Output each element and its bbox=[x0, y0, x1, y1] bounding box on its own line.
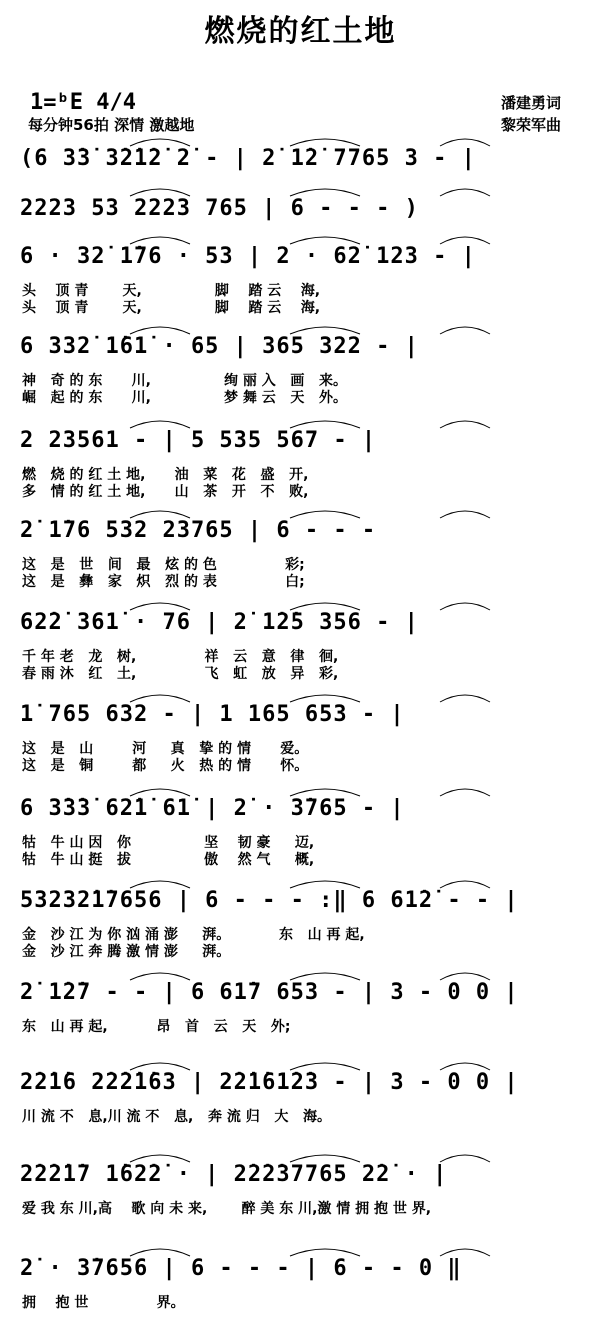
composer-credit: 黎荣军曲 bbox=[500, 116, 561, 134]
page-title: 燃烧的红土地 bbox=[204, 14, 397, 49]
slur-arc bbox=[290, 139, 360, 146]
slur-arc bbox=[440, 603, 490, 610]
slur-arc bbox=[290, 789, 360, 796]
slur-arc bbox=[290, 881, 360, 888]
lyric-row: 金 沙 江 为 你 汹 涌 澎 湃。 东 山 再 起, bbox=[22, 927, 365, 943]
lyric-row: 这 是 世 间 最 炫 的 色 彩; bbox=[22, 557, 305, 573]
slur-arc bbox=[130, 189, 190, 196]
lyric-row: 崛 起 的 东 川, 梦 舞 云 天 外。 bbox=[22, 390, 348, 406]
notation-row: 53232̇1̇7656 | 6 - - - :‖ 6 61̇2̇ - - | bbox=[20, 888, 519, 913]
lyric-row: 这 是 彝 家 炽 烈 的 表 白; bbox=[22, 574, 305, 590]
slur-arc bbox=[130, 603, 190, 610]
score-line bbox=[20, 796, 590, 876]
slur-arc bbox=[130, 139, 190, 146]
lyric-row: 牯 牛 山 因 你 坚 韧 豪 迈, bbox=[22, 835, 315, 851]
slur-arc bbox=[130, 237, 190, 244]
slur-arc bbox=[290, 695, 360, 702]
lyric-row: 爱 我 东 川,高 歌 向 未 来, 醉 美 东 川,激 情 拥 抱 世 界, bbox=[22, 1201, 432, 1217]
lyric-row: 这 是 铜 都 火 热 的 情 怀。 bbox=[22, 758, 309, 774]
lyric-row: 头 顶 青 天, 脚 踏 云 海, bbox=[22, 283, 321, 299]
score-line bbox=[20, 1256, 590, 1336]
slur-arc bbox=[440, 881, 490, 888]
slur-arc bbox=[130, 1249, 190, 1256]
slur-arc bbox=[440, 237, 490, 244]
lyric-row: 千 年 老 龙 树, 祥 云 意 律 徊, bbox=[22, 649, 339, 665]
slur-arc bbox=[130, 789, 190, 796]
lyric-row: 多 情 的 红 土 地, 山 茶 开 不 败, bbox=[22, 484, 309, 500]
slur-arc bbox=[130, 881, 190, 888]
slur-arc bbox=[440, 973, 490, 980]
slur-arc bbox=[440, 695, 490, 702]
slur-arc bbox=[130, 973, 190, 980]
lyric-row: 东 山 再 起, 昂 首 云 天 外; bbox=[22, 1019, 291, 1035]
slur-arc bbox=[440, 1155, 490, 1162]
score-line bbox=[20, 610, 590, 690]
slur-arc bbox=[130, 1155, 190, 1162]
notation-row: 2̇2̇2̇1̇7 1̇62̇2̇ · | 2̇2̇2̇37765 2̇2̇ · | bbox=[20, 1162, 448, 1187]
slur-arc bbox=[440, 1249, 490, 1256]
notation-row: 2̇ 1̇76 532 23765 | 6 - - - bbox=[20, 518, 377, 543]
notation-row: (6 3̇3̇ 3̇2̇1̇2̇ 2̇ - | 2̇ 1̇2̇ 7765 3 - | bbox=[20, 146, 476, 171]
notation-row: 62̇2̇ 361̇ · 76 | 2̇ 1̇2̇5 356 - | bbox=[20, 610, 419, 635]
lyric-row: 神 奇 的 东 川, 绚 丽 入 画 来。 bbox=[22, 373, 348, 389]
slur-arc bbox=[290, 237, 360, 244]
slur-arc bbox=[440, 421, 490, 428]
slur-arc bbox=[290, 1249, 360, 1256]
score-line bbox=[20, 428, 590, 508]
lyricist-credit: 潘建勇词 bbox=[500, 94, 561, 112]
lyric-row: 金 沙 江 奔 腾 激 情 澎 湃。 bbox=[22, 944, 231, 960]
slur-arc bbox=[440, 139, 490, 146]
slur-arc bbox=[440, 1063, 490, 1070]
slur-arc bbox=[290, 421, 360, 428]
notation-row: 6 332̇ 1̇61̇ · 65 | 365 322 - | bbox=[20, 334, 419, 359]
lyric-row: 拥 抱 世 界。 bbox=[22, 1295, 185, 1311]
score-line bbox=[20, 518, 590, 598]
score-line bbox=[20, 702, 590, 782]
score-line bbox=[20, 980, 590, 1060]
score-line bbox=[20, 334, 590, 414]
slur-arc bbox=[440, 189, 490, 196]
lyric-row: 这 是 山 河 真 挚 的 情 爱。 bbox=[22, 741, 309, 757]
slur-arc bbox=[290, 327, 360, 334]
slur-arc bbox=[290, 189, 360, 196]
lyric-row: 头 顶 青 天, 脚 踏 云 海, bbox=[22, 300, 321, 316]
notation-row: 6 3̇3̇3̇ 62̇1̇ 61̇ | 2̇ · 3̇765 - | bbox=[20, 796, 405, 821]
lyric-row: 燃 烧 的 红 土 地, 油 菜 花 盛 开, bbox=[22, 467, 309, 483]
slur-arc bbox=[130, 1063, 190, 1070]
notation-row: 2 23561 - | 5 535 567 - | bbox=[20, 428, 377, 453]
slur-arc bbox=[290, 1155, 360, 1162]
slur-arc bbox=[130, 511, 190, 518]
notation-row: 2̇2̇1̇6 2̇2̇2̇1̇63 | 2̇2̇1̇61̇2̇3 - | 3 - 0 0 | bbox=[20, 1070, 519, 1095]
slur-arc bbox=[290, 973, 360, 980]
notation-row: 2223 53 2223 765 | 6 - - - ) bbox=[20, 196, 419, 221]
slur-arc bbox=[290, 1063, 360, 1070]
notation-row: 2̇ · 3̇7656 | 6 - - - | 6 - - 0 ‖ bbox=[20, 1256, 462, 1281]
slur-arc bbox=[130, 421, 190, 428]
score-line bbox=[20, 1162, 590, 1242]
notation-row: 6 · 32̇ 1̇76 · 53 | 2 · 62̇ 123 - | bbox=[20, 244, 476, 269]
slur-arc bbox=[130, 695, 190, 702]
notation-row: 1̇ 765 632 - | 1 165 653 - | bbox=[20, 702, 405, 727]
score-line bbox=[20, 888, 590, 968]
slur-arc bbox=[290, 603, 360, 610]
slur-arc bbox=[440, 327, 490, 334]
lyric-row: 牯 牛 山 挺 拔 傲 然 气 概, bbox=[22, 852, 315, 868]
key-signature: 1=ᵇE 4/4 bbox=[30, 90, 136, 115]
tempo-marking: 每分钟56拍 深情 激越地 bbox=[28, 116, 195, 134]
notation-row: 2̇ 1̇2̇7 - - | 6 61̇7 653 - | 3 - 0 0 | bbox=[20, 980, 519, 1005]
slur-arc bbox=[440, 789, 490, 796]
slur-arc bbox=[440, 511, 490, 518]
slur-arc bbox=[130, 327, 190, 334]
score-line bbox=[20, 1070, 590, 1150]
lyric-row: 春 雨 沐 红 土, 飞 虹 放 异 彩, bbox=[22, 666, 339, 682]
lyric-row: 川 流 不 息,川 流 不 息, 奔 流 归 大 海。 bbox=[22, 1109, 331, 1125]
score-line bbox=[20, 244, 590, 324]
slur-arc bbox=[290, 511, 360, 518]
